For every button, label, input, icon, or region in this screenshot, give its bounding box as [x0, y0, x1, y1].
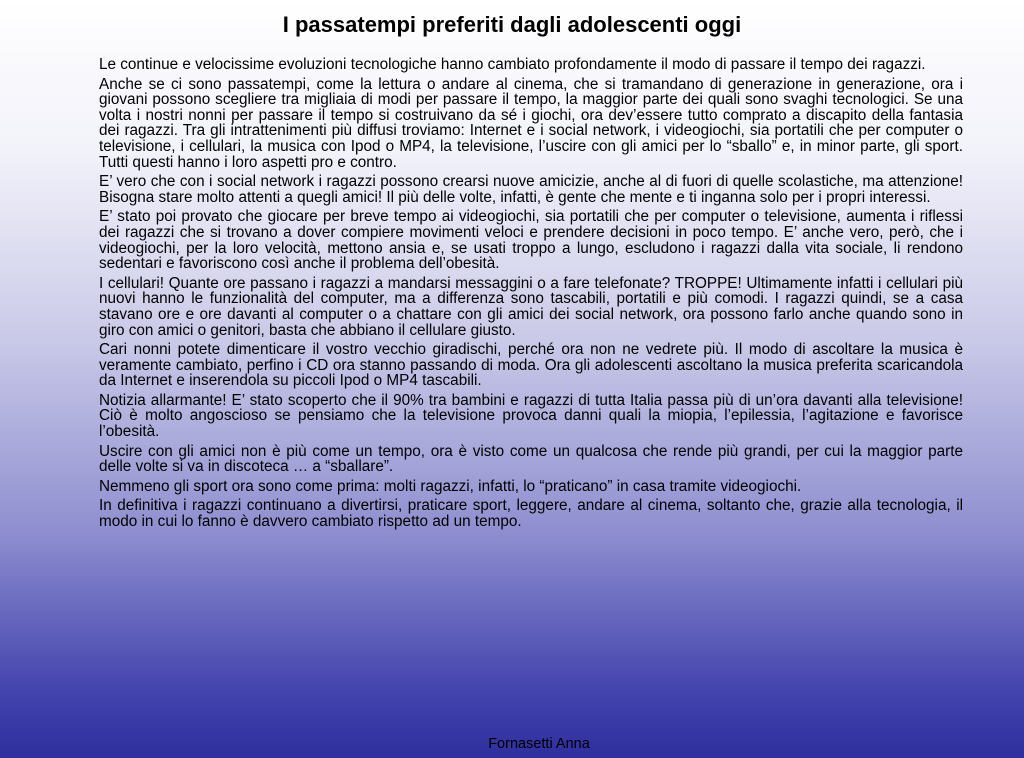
paragraph: Le continue e velocissime evoluzioni tecnologiche hanno cambiato profondamente il modo di passare il tempo dei ragazzi.: [99, 56, 926, 73]
paragraph: Notizia allarmante! E’ stato scoperto che il 90% tra bambini e ragazzi di tutta Italia passa più di un’ora davanti alla televisione! Ciò è molto angoscioso se pensiamo che la televisione provoca danni quali la miopia, l’epilessia, l’agitazione e favorisce l’obesità.: [99, 391, 963, 441]
paragraph: Uscire con gli amici non è più come un tempo, ora è visto come un qualcosa che rende più grandi, per cui la maggior parte delle volte si va in discoteca … a “sballare”.: [99, 442, 963, 476]
body-text: [99, 57, 963, 534]
paragraph: In definitiva i ragazzi continuano a divertirsi, praticare sport, leggere, andare al cinema, soltanto che, grazie alla tecnologia, il modo in cui lo fanno è davvero cambiato rispetto ad un tempo.: [99, 497, 963, 531]
author-name: Fornasetti Anna: [488, 736, 590, 752]
paragraph: I cellulari! Quante ore passano i ragazzi a mandarsi messaggini o a fare telefonate? TROPPE! Ultimamente infatti i cellulari più nuovi hanno le funzionalità del computer, ma a differenza sono tascabili, portatili e più comodi. I ragazzi quindi, se a casa stavano ore e ore davanti al computer o a chattare con gli amici dei social network, ora possono farlo anche quando sono in giro con amici o genitori, basta che abbiano il cellulare giusto.: [99, 274, 963, 339]
slide-title: I passatempi preferiti dagli adolescenti oggi: [282, 12, 742, 37]
paragraph: E’ vero che con i social network i ragazzi possono crearsi nuove amicizie, anche al di fuori di quelle scolastiche, ma attenzione! Bisogna stare molto attenti a quegli amici! Il più delle volte, infatti, è gente che mente e ti inganna solo per i propri interessi.: [99, 173, 963, 206]
paragraph: Anche se ci sono passatempi, come la lettura o andare al cinema, che si tramandano di generazione in generazione, ora i giovani possono scegliere tra migliaia di modi per passare il tempo, la maggior parte dei quali sono svaghi tecnologici. Se una volta i nostri nonni per passare il tempo si costruivano da sé i giochi, ora dev’essere tutto comprato a discapito della fantasia dei ragazzi. Tra gli intrattenimenti più diffusi troviamo: Internet e i social network, i videogiochi, sia portatili che per computer o televisione, i cellulari, la musica con Ipod o MP4, la televisione, l’uscire con gli amici per lo “sballo” e, in minor parte, gli sport. Tutti questi hanno i loro aspetti pro e contro.: [99, 75, 963, 171]
paragraph: E’ stato poi provato che giocare per breve tempo ai videogiochi, sia portatili che per computer o televisione, aumenta i riflessi dei ragazzi che si trovano a dover compiere movimenti veloci e prendere decisioni in poco tempo. E’ anche vero, però, che i videogiochi, per la loro velocità, mettono ansia e, se usati troppo a lungo, escludono i ragazzi dalla vita sociale, li rendono sedentari e favoriscono così anche il problema dell’obesità.: [99, 208, 963, 273]
paragraph: Cari nonni potete dimenticare il vostro vecchio giradischi, perché ora non ne vedrete più. Il modo di ascoltare la musica è veramente cambiato, perfino i CD ora stanno passando di moda. Ora gli adolescenti ascoltano la musica preferita scaricandola da Internet e inserendola su piccoli Ipod o MP4 tascabili.: [99, 341, 963, 390]
paragraph: Nemmeno gli sport ora sono come prima: molti ragazzi, infatti, lo “praticano” in casa tramite videogiochi.: [99, 477, 802, 495]
